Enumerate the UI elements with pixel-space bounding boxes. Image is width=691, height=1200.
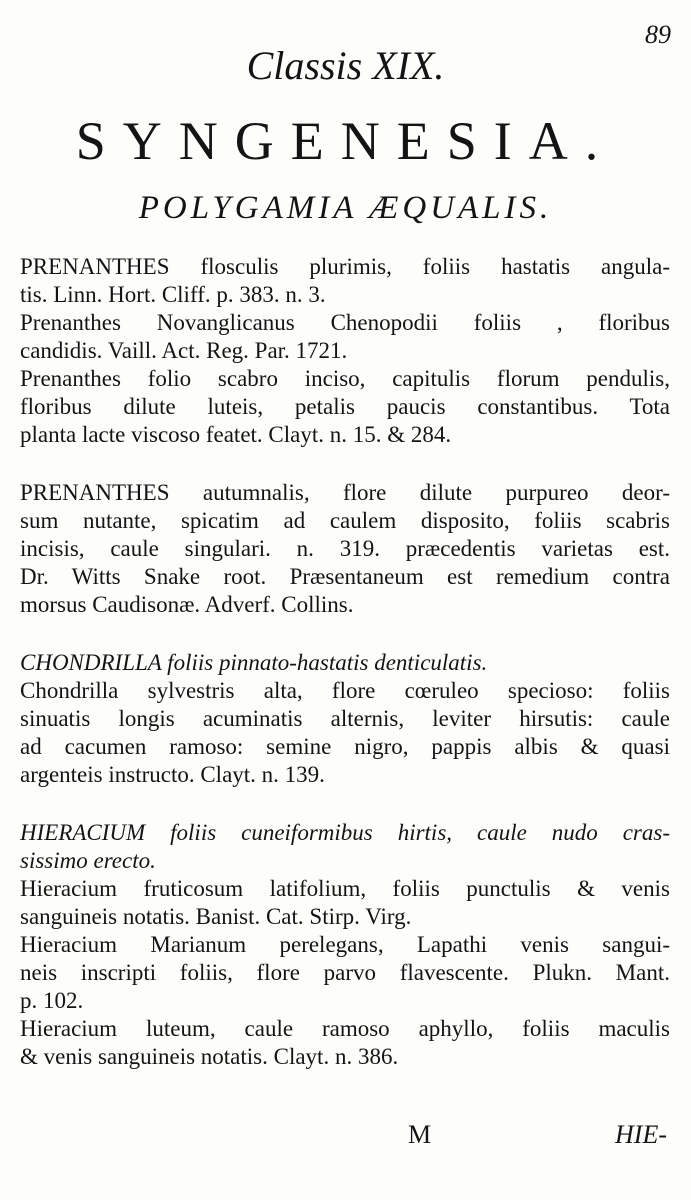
text-line: sanguineis notatis. Banist. Cat. Stirp. Virg. — [20, 904, 412, 929]
text-line: Chondrilla sylvestris alta, flore cœruleo specioso: foliis — [20, 678, 670, 703]
text-line: sissimo erecto. — [20, 848, 156, 873]
entry-prenanthes-2 — [20, 479, 670, 619]
signature-mark: M — [408, 1120, 432, 1149]
page-title: SYNGENESIA. — [75, 111, 616, 171]
page-number: 89 — [645, 20, 671, 49]
text-line: Hieracium fruticosum latifolium, foliis punctulis & venis — [20, 876, 670, 901]
text-line: sinuatis longis acuminatis alternis, leviter hirsutis: caule — [20, 706, 670, 731]
text-line: PRENANTHES flosculis plurimis, foliis hastatis angula- — [20, 254, 670, 279]
text-line: Hieracium luteum, caule ramoso aphyllo, foliis maculis — [20, 1016, 670, 1041]
page-subtitle: POLYGAMIA ÆQUALIS. — [138, 190, 553, 226]
class-heading: Classis XIX. — [246, 43, 445, 88]
text-line: floribus dilute luteis, petalis paucis constantibus. Tota — [20, 394, 670, 419]
text-line: incisis, caule singulari. n. 319. præcedentis varietas est. — [20, 536, 670, 561]
text-line: p. 102. — [20, 988, 84, 1013]
page-footer — [0, 1120, 691, 1160]
text-line: HIERACIUM foliis cuneiformibus hirtis, caule nudo cras- — [20, 820, 670, 845]
entry-chondrilla — [20, 649, 670, 789]
text-line: PRENANTHES autumnalis, flore dilute purpureo deor- — [20, 480, 670, 505]
text-line: sum nutante, spicatim ad caulem disposito, foliis scabris — [20, 508, 670, 533]
text-line: tis. Linn. Hort. Cliff. p. 383. n. 3. — [20, 282, 326, 307]
text-line: ad cacumen ramoso: semine nigro, pappis albis & quasi — [20, 734, 670, 759]
entry-hieracium — [20, 819, 670, 1071]
entry-prenanthes-1 — [20, 253, 670, 449]
text-line: CHONDRILLA foliis pinnato-hastatis denticulatis. — [20, 650, 488, 675]
text-line: candidis. Vaill. Act. Reg. Par. 1721. — [20, 338, 348, 363]
text-line: Dr. Witts Snake root. Præsentaneum est remedium contra — [20, 564, 670, 589]
catchword: HIE- — [615, 1120, 667, 1149]
main-text — [20, 253, 670, 1101]
text-line: & venis sanguineis notatis. Clayt. n. 386. — [20, 1044, 399, 1069]
text-line: Prenanthes Novanglicanus Chenopodii foliis , floribus — [20, 310, 670, 335]
text-line: Prenanthes folio scabro inciso, capitulis florum pendulis, — [20, 366, 670, 391]
text-line: neis inscripti foliis, flore parvo flavescente. Plukn. Mant. — [20, 960, 670, 985]
text-line: morsus Caudisonæ. Adverf. Collins. — [20, 592, 354, 617]
text-line: Hieracium Marianum perelegans, Lapathi venis sangui- — [20, 932, 670, 957]
text-line: planta lacte viscoso featet. Clayt. n. 15. & 284. — [20, 422, 452, 447]
text-line: argenteis instructo. Clayt. n. 139. — [20, 762, 325, 787]
